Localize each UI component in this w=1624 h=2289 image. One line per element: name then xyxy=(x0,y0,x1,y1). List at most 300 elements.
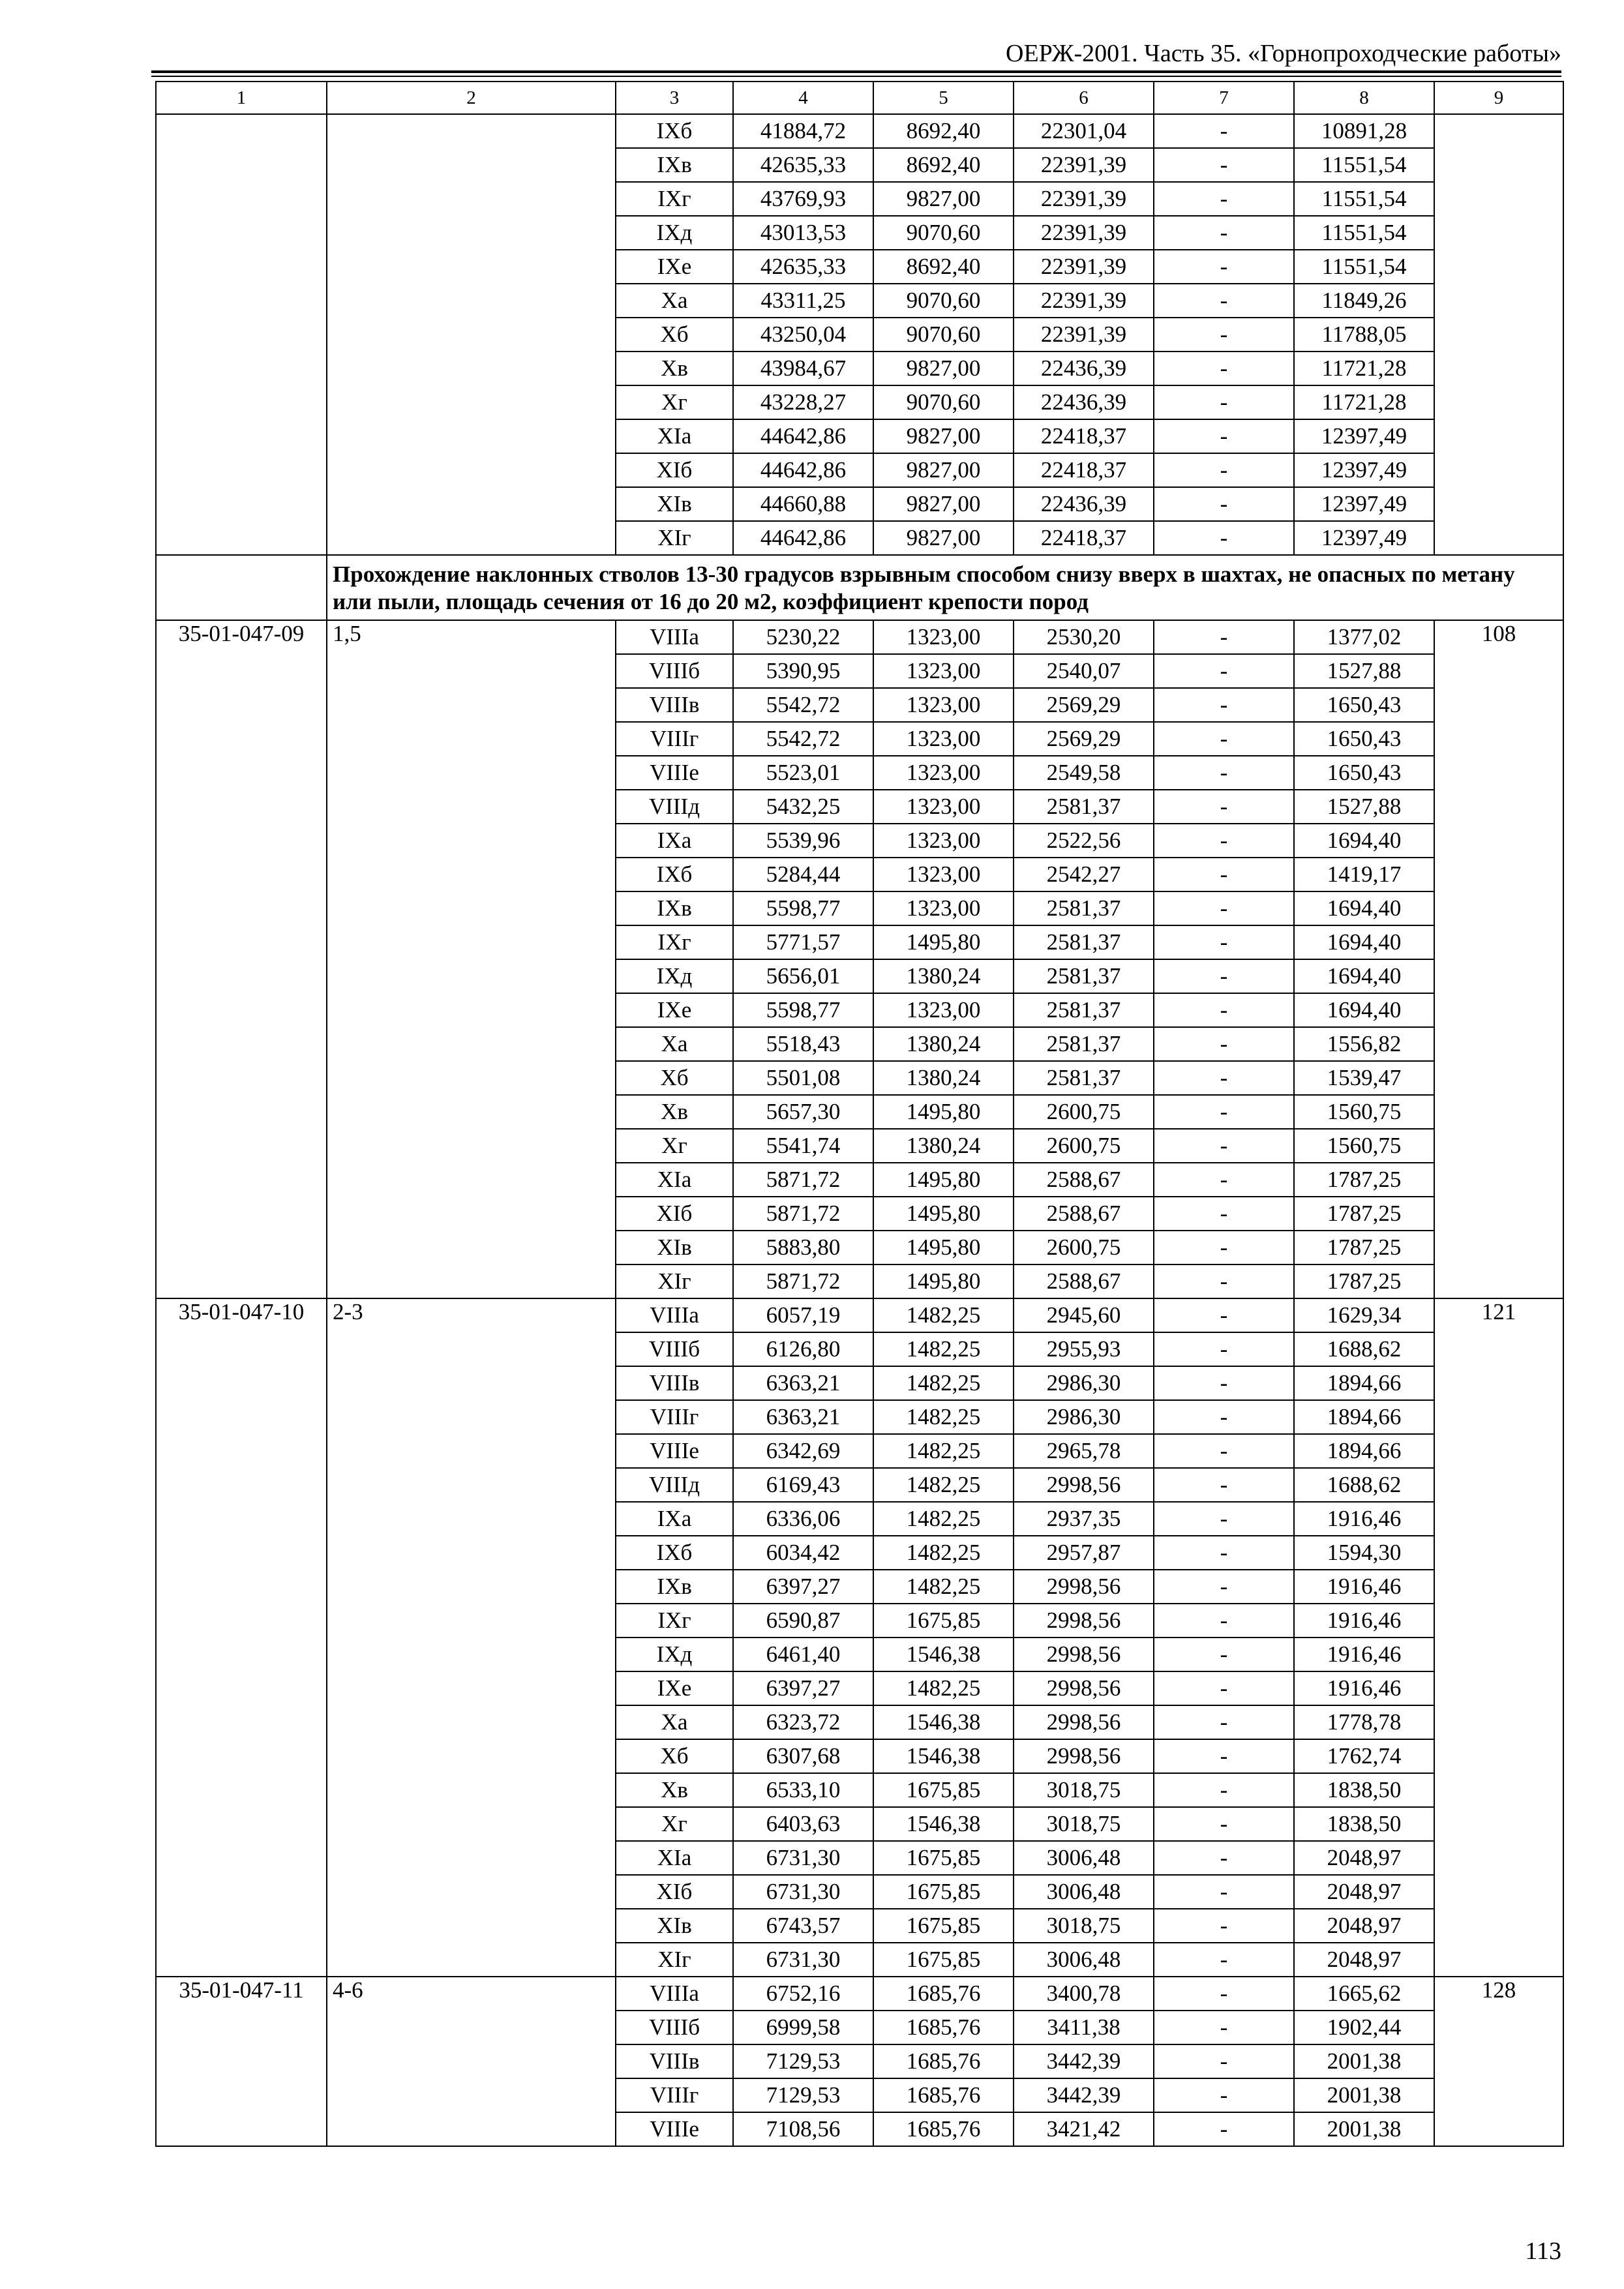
value-col4-cell: 44642,86 xyxy=(733,419,873,453)
parameter-cell: 4-6 xyxy=(327,1977,616,2146)
value-col7-cell: - xyxy=(1154,1977,1294,2011)
value-col7-cell: - xyxy=(1154,824,1294,858)
value-col8-cell: 1694,40 xyxy=(1294,993,1434,1027)
value-col6-cell: 22418,37 xyxy=(1014,419,1154,453)
value-col4-cell: 6307,68 xyxy=(733,1739,873,1773)
rock-category-cell: Xб xyxy=(616,318,733,352)
value-col7-cell: - xyxy=(1154,1129,1294,1163)
value-col6-cell: 22418,37 xyxy=(1014,521,1154,555)
value-col4-cell: 5871,72 xyxy=(733,1264,873,1298)
value-col5-cell: 1482,25 xyxy=(873,1298,1014,1332)
value-col5-cell: 1323,00 xyxy=(873,688,1014,722)
rock-category-cell: Xб xyxy=(616,1061,733,1095)
value-col5-cell: 9827,00 xyxy=(873,487,1014,521)
table-row xyxy=(156,1977,1563,2011)
value-col4-cell: 6731,30 xyxy=(733,1943,873,1977)
value-col5-cell: 1323,00 xyxy=(873,790,1014,824)
value-col8-cell: 2001,38 xyxy=(1294,2044,1434,2078)
value-col4-cell: 43228,27 xyxy=(733,385,873,419)
rate-code-cell: 35-01-047-11 xyxy=(156,1977,327,2146)
value-col8-cell: 2001,38 xyxy=(1294,2112,1434,2146)
value-col8-cell: 1650,43 xyxy=(1294,722,1434,756)
rock-category-cell: Xв xyxy=(616,352,733,385)
value-col5-cell: 9827,00 xyxy=(873,352,1014,385)
value-col8-cell: 12397,49 xyxy=(1294,419,1434,453)
value-col5-cell: 8692,40 xyxy=(873,250,1014,284)
value-col7-cell: - xyxy=(1154,1163,1294,1197)
value-col4-cell: 5518,43 xyxy=(733,1027,873,1061)
value-col6-cell: 2957,87 xyxy=(1014,1536,1154,1570)
value-col4-cell: 42635,33 xyxy=(733,148,873,182)
rate-code-cell: 35-01-047-10 xyxy=(156,1298,327,1977)
value-col5-cell: 9070,60 xyxy=(873,216,1014,250)
value-col7-cell: - xyxy=(1154,1943,1294,1977)
rock-category-cell: VIIIв xyxy=(616,2044,733,2078)
value-col5-cell: 1482,25 xyxy=(873,1570,1014,1604)
rock-category-cell: XIг xyxy=(616,1264,733,1298)
table-row xyxy=(156,1298,1563,1332)
value-col8-cell: 11721,28 xyxy=(1294,352,1434,385)
rates-table xyxy=(155,81,1564,2147)
value-col7-cell: - xyxy=(1154,250,1294,284)
value-col6-cell: 2581,37 xyxy=(1014,993,1154,1027)
value-col4-cell: 6336,06 xyxy=(733,1502,873,1536)
value-col8-cell: 1694,40 xyxy=(1294,925,1434,959)
value-col5-cell: 1685,76 xyxy=(873,2044,1014,2078)
value-col5-cell: 1380,24 xyxy=(873,1129,1014,1163)
value-col5-cell: 1495,80 xyxy=(873,1163,1014,1197)
value-col7-cell: - xyxy=(1154,1366,1294,1400)
value-col8-cell: 1894,66 xyxy=(1294,1400,1434,1434)
value-col4-cell: 6397,27 xyxy=(733,1570,873,1604)
value-col8-cell: 1560,75 xyxy=(1294,1129,1434,1163)
value-col8-cell: 1594,30 xyxy=(1294,1536,1434,1570)
value-col6-cell: 2588,67 xyxy=(1014,1197,1154,1231)
value-col6-cell: 2581,37 xyxy=(1014,891,1154,925)
value-col5-cell: 1675,85 xyxy=(873,1841,1014,1875)
header-rule-thin xyxy=(151,76,1561,77)
value-col5-cell: 1482,25 xyxy=(873,1400,1014,1434)
column9-cell: 128 xyxy=(1434,1977,1563,2146)
value-col7-cell: - xyxy=(1154,284,1294,318)
value-col8-cell: 2048,97 xyxy=(1294,1909,1434,1943)
rock-category-cell: Xб xyxy=(616,1739,733,1773)
value-col8-cell: 1787,25 xyxy=(1294,1264,1434,1298)
value-col6-cell: 3006,48 xyxy=(1014,1841,1154,1875)
rock-category-cell: IXе xyxy=(616,993,733,1027)
value-col4-cell: 5771,57 xyxy=(733,925,873,959)
value-col7-cell: - xyxy=(1154,891,1294,925)
rock-category-cell: IXб xyxy=(616,858,733,891)
value-col8-cell: 1665,62 xyxy=(1294,1977,1434,2011)
value-col4-cell: 6403,63 xyxy=(733,1807,873,1841)
value-col8-cell: 1787,25 xyxy=(1294,1231,1434,1264)
value-col5-cell: 1482,25 xyxy=(873,1536,1014,1570)
value-col8-cell: 1916,46 xyxy=(1294,1671,1434,1705)
value-col8-cell: 1916,46 xyxy=(1294,1570,1434,1604)
rock-category-cell: Xа xyxy=(616,1027,733,1061)
value-col6-cell: 2945,60 xyxy=(1014,1298,1154,1332)
value-col4-cell: 6461,40 xyxy=(733,1638,873,1671)
rock-category-cell: XIа xyxy=(616,1163,733,1197)
value-col5-cell: 1685,76 xyxy=(873,2011,1014,2044)
rock-category-cell: VIIIв xyxy=(616,688,733,722)
value-col7-cell: - xyxy=(1154,1604,1294,1638)
value-col6-cell: 22391,39 xyxy=(1014,318,1154,352)
value-col6-cell: 2998,56 xyxy=(1014,1671,1154,1705)
value-col4-cell: 5284,44 xyxy=(733,858,873,891)
value-col5-cell: 1675,85 xyxy=(873,1604,1014,1638)
value-col8-cell: 11551,54 xyxy=(1294,148,1434,182)
value-col4-cell: 6323,72 xyxy=(733,1705,873,1739)
value-col5-cell: 1495,80 xyxy=(873,1231,1014,1264)
table-row xyxy=(156,620,1563,654)
value-col4-cell: 7129,53 xyxy=(733,2044,873,2078)
value-col4-cell: 6590,87 xyxy=(733,1604,873,1638)
value-col7-cell: - xyxy=(1154,790,1294,824)
value-col7-cell: - xyxy=(1154,1875,1294,1909)
rate-code-cell xyxy=(156,114,327,555)
rock-category-cell: VIIIг xyxy=(616,2078,733,2112)
rock-category-cell: XIв xyxy=(616,1231,733,1264)
value-col4-cell: 41884,72 xyxy=(733,114,873,148)
rock-category-cell: XIа xyxy=(616,419,733,453)
value-col4-cell: 5871,72 xyxy=(733,1163,873,1197)
value-col8-cell: 1787,25 xyxy=(1294,1163,1434,1197)
value-col6-cell: 2998,56 xyxy=(1014,1604,1154,1638)
value-col8-cell: 2001,38 xyxy=(1294,2078,1434,2112)
value-col5-cell: 1675,85 xyxy=(873,1773,1014,1807)
rock-category-cell: VIIIа xyxy=(616,620,733,654)
value-col5-cell: 1323,00 xyxy=(873,993,1014,1027)
rock-category-cell: XIв xyxy=(616,1909,733,1943)
value-col6-cell: 22391,39 xyxy=(1014,284,1154,318)
value-col5-cell: 9827,00 xyxy=(873,521,1014,555)
rock-category-cell: IXг xyxy=(616,925,733,959)
column-number: 9 xyxy=(1434,82,1563,114)
value-col8-cell: 1694,40 xyxy=(1294,824,1434,858)
value-col6-cell: 2588,67 xyxy=(1014,1163,1154,1197)
value-col6-cell: 2986,30 xyxy=(1014,1366,1154,1400)
column9-cell xyxy=(1434,114,1563,555)
page-number: 113 xyxy=(1525,2237,1561,2265)
value-col6-cell: 2986,30 xyxy=(1014,1400,1154,1434)
rock-category-cell: XIв xyxy=(616,487,733,521)
rock-category-cell: VIIIв xyxy=(616,1366,733,1400)
value-col8-cell: 1629,34 xyxy=(1294,1298,1434,1332)
value-col5-cell: 1685,76 xyxy=(873,2112,1014,2146)
table-row xyxy=(156,114,1563,148)
value-col5-cell: 1323,00 xyxy=(873,654,1014,688)
value-col6-cell: 2600,75 xyxy=(1014,1095,1154,1129)
rock-category-cell: IXг xyxy=(616,1604,733,1638)
value-col7-cell: - xyxy=(1154,1231,1294,1264)
value-col6-cell: 22391,39 xyxy=(1014,250,1154,284)
value-col8-cell: 1787,25 xyxy=(1294,1197,1434,1231)
value-col8-cell: 1377,02 xyxy=(1294,620,1434,654)
value-col5-cell: 1323,00 xyxy=(873,756,1014,790)
rock-category-cell: Xа xyxy=(616,284,733,318)
value-col8-cell: 11551,54 xyxy=(1294,216,1434,250)
value-col4-cell: 5871,72 xyxy=(733,1197,873,1231)
value-col4-cell: 6533,10 xyxy=(733,1773,873,1807)
value-col5-cell: 1685,76 xyxy=(873,2078,1014,2112)
value-col5-cell: 1380,24 xyxy=(873,959,1014,993)
value-col7-cell: - xyxy=(1154,2011,1294,2044)
value-col6-cell: 2540,07 xyxy=(1014,654,1154,688)
value-col4-cell: 44642,86 xyxy=(733,521,873,555)
value-col6-cell: 3018,75 xyxy=(1014,1807,1154,1841)
value-col4-cell: 6342,69 xyxy=(733,1434,873,1468)
value-col4-cell: 5432,25 xyxy=(733,790,873,824)
value-col8-cell: 11721,28 xyxy=(1294,385,1434,419)
value-col7-cell: - xyxy=(1154,1807,1294,1841)
value-col4-cell: 5542,72 xyxy=(733,722,873,756)
value-col7-cell: - xyxy=(1154,216,1294,250)
value-col8-cell: 1762,74 xyxy=(1294,1739,1434,1773)
value-col4-cell: 43769,93 xyxy=(733,182,873,216)
value-col7-cell: - xyxy=(1154,858,1294,891)
value-col5-cell: 1546,38 xyxy=(873,1705,1014,1739)
value-col7-cell: - xyxy=(1154,1434,1294,1468)
value-col7-cell: - xyxy=(1154,1400,1294,1434)
rock-category-cell: IXб xyxy=(616,114,733,148)
page-header: ОЕРЖ-2001. Часть 35. «Горнопроходческие работы» xyxy=(1006,40,1561,67)
value-col8-cell: 1688,62 xyxy=(1294,1332,1434,1366)
rock-category-cell: IXв xyxy=(616,1570,733,1604)
value-col7-cell: - xyxy=(1154,1841,1294,1875)
rock-category-cell: XIг xyxy=(616,1943,733,1977)
value-col6-cell: 2998,56 xyxy=(1014,1739,1154,1773)
rock-category-cell: Xг xyxy=(616,1129,733,1163)
value-col4-cell: 6731,30 xyxy=(733,1841,873,1875)
rock-category-cell: IXб xyxy=(616,1536,733,1570)
value-col4-cell: 5539,96 xyxy=(733,824,873,858)
rock-category-cell: IXе xyxy=(616,1671,733,1705)
column-number: 2 xyxy=(327,82,616,114)
value-col7-cell: - xyxy=(1154,1332,1294,1366)
value-col8-cell: 11551,54 xyxy=(1294,250,1434,284)
value-col6-cell: 2600,75 xyxy=(1014,1129,1154,1163)
value-col4-cell: 5523,01 xyxy=(733,756,873,790)
value-col4-cell: 44660,88 xyxy=(733,487,873,521)
rock-category-cell: VIIIд xyxy=(616,790,733,824)
value-col6-cell: 3006,48 xyxy=(1014,1875,1154,1909)
value-col7-cell: - xyxy=(1154,318,1294,352)
value-col4-cell: 43013,53 xyxy=(733,216,873,250)
value-col7-cell: - xyxy=(1154,722,1294,756)
value-col4-cell: 6999,58 xyxy=(733,2011,873,2044)
value-col5-cell: 1482,25 xyxy=(873,1366,1014,1400)
value-col7-cell: - xyxy=(1154,1027,1294,1061)
value-col6-cell: 2530,20 xyxy=(1014,620,1154,654)
column9-cell: 108 xyxy=(1434,620,1563,1298)
value-col8-cell: 1916,46 xyxy=(1294,1638,1434,1671)
value-col6-cell: 22436,39 xyxy=(1014,487,1154,521)
rock-category-cell: Xа xyxy=(616,1705,733,1739)
value-col6-cell: 2600,75 xyxy=(1014,1231,1154,1264)
value-col7-cell: - xyxy=(1154,756,1294,790)
value-col6-cell: 2581,37 xyxy=(1014,1061,1154,1095)
value-col5-cell: 1546,38 xyxy=(873,1638,1014,1671)
value-col6-cell: 22301,04 xyxy=(1014,114,1154,148)
value-col5-cell: 1380,24 xyxy=(873,1027,1014,1061)
column9-cell: 121 xyxy=(1434,1298,1563,1977)
value-col7-cell: - xyxy=(1154,959,1294,993)
value-col8-cell: 1527,88 xyxy=(1294,790,1434,824)
value-col5-cell: 1495,80 xyxy=(873,1197,1014,1231)
rock-category-cell: Xг xyxy=(616,385,733,419)
rock-category-cell: IXг xyxy=(616,182,733,216)
value-col4-cell: 6057,19 xyxy=(733,1298,873,1332)
value-col6-cell: 2998,56 xyxy=(1014,1570,1154,1604)
header-rule-thick xyxy=(151,70,1561,73)
value-col7-cell: - xyxy=(1154,1671,1294,1705)
value-col5-cell: 1675,85 xyxy=(873,1909,1014,1943)
value-col8-cell: 2048,97 xyxy=(1294,1943,1434,1977)
rock-category-cell: VIIIг xyxy=(616,722,733,756)
value-col4-cell: 43984,67 xyxy=(733,352,873,385)
value-col5-cell: 1323,00 xyxy=(873,722,1014,756)
parameter-cell: 1,5 xyxy=(327,620,616,1298)
value-col6-cell: 3411,38 xyxy=(1014,2011,1154,2044)
value-col7-cell: - xyxy=(1154,1909,1294,1943)
value-col6-cell: 2998,56 xyxy=(1014,1468,1154,1502)
value-col5-cell: 1482,25 xyxy=(873,1434,1014,1468)
value-col4-cell: 6731,30 xyxy=(733,1875,873,1909)
value-col6-cell: 22391,39 xyxy=(1014,182,1154,216)
value-col5-cell: 1380,24 xyxy=(873,1061,1014,1095)
value-col7-cell: - xyxy=(1154,114,1294,148)
value-col8-cell: 1838,50 xyxy=(1294,1807,1434,1841)
value-col7-cell: - xyxy=(1154,925,1294,959)
value-col4-cell: 6397,27 xyxy=(733,1671,873,1705)
rock-category-cell: VIIIб xyxy=(616,654,733,688)
value-col6-cell: 2549,58 xyxy=(1014,756,1154,790)
value-col8-cell: 1527,88 xyxy=(1294,654,1434,688)
value-col6-cell: 3400,78 xyxy=(1014,1977,1154,2011)
value-col6-cell: 2581,37 xyxy=(1014,959,1154,993)
column-number-row xyxy=(156,82,1563,114)
value-col6-cell: 2581,37 xyxy=(1014,790,1154,824)
column-number: 4 xyxy=(733,82,873,114)
value-col5-cell: 9827,00 xyxy=(873,453,1014,487)
value-col4-cell: 6126,80 xyxy=(733,1332,873,1366)
value-col7-cell: - xyxy=(1154,1773,1294,1807)
value-col5-cell: 9827,00 xyxy=(873,182,1014,216)
value-col6-cell: 2588,67 xyxy=(1014,1264,1154,1298)
rock-category-cell: IXв xyxy=(616,148,733,182)
value-col7-cell: - xyxy=(1154,1536,1294,1570)
value-col4-cell: 5541,74 xyxy=(733,1129,873,1163)
value-col4-cell: 7129,53 xyxy=(733,2078,873,2112)
value-col6-cell: 2581,37 xyxy=(1014,1027,1154,1061)
value-col8-cell: 12397,49 xyxy=(1294,521,1434,555)
value-col6-cell: 3442,39 xyxy=(1014,2044,1154,2078)
rock-category-cell: IXе xyxy=(616,250,733,284)
value-col6-cell: 3018,75 xyxy=(1014,1909,1154,1943)
value-col8-cell: 11788,05 xyxy=(1294,318,1434,352)
column-number: 7 xyxy=(1154,82,1294,114)
value-col4-cell: 43311,25 xyxy=(733,284,873,318)
value-col6-cell: 2569,29 xyxy=(1014,722,1154,756)
value-col6-cell: 22418,37 xyxy=(1014,453,1154,487)
value-col4-cell: 42635,33 xyxy=(733,250,873,284)
value-col8-cell: 1539,47 xyxy=(1294,1061,1434,1095)
value-col5-cell: 1675,85 xyxy=(873,1875,1014,1909)
value-col5-cell: 1323,00 xyxy=(873,620,1014,654)
value-col4-cell: 6169,43 xyxy=(733,1468,873,1502)
value-col4-cell: 6363,21 xyxy=(733,1400,873,1434)
value-col8-cell: 11551,54 xyxy=(1294,182,1434,216)
value-col6-cell: 3421,42 xyxy=(1014,2112,1154,2146)
value-col5-cell: 1323,00 xyxy=(873,858,1014,891)
value-col6-cell: 2522,56 xyxy=(1014,824,1154,858)
value-col8-cell: 2048,97 xyxy=(1294,1875,1434,1909)
value-col5-cell: 1495,80 xyxy=(873,925,1014,959)
value-col6-cell: 2998,56 xyxy=(1014,1638,1154,1671)
value-col4-cell: 43250,04 xyxy=(733,318,873,352)
column-number: 8 xyxy=(1294,82,1434,114)
value-col7-cell: - xyxy=(1154,654,1294,688)
rock-category-cell: IXд xyxy=(616,1638,733,1671)
value-col5-cell: 1482,25 xyxy=(873,1671,1014,1705)
rock-category-cell: IXа xyxy=(616,824,733,858)
value-col8-cell: 1694,40 xyxy=(1294,959,1434,993)
value-col7-cell: - xyxy=(1154,385,1294,419)
column-number: 1 xyxy=(156,82,327,114)
value-col4-cell: 5598,77 xyxy=(733,891,873,925)
value-col6-cell: 3442,39 xyxy=(1014,2078,1154,2112)
rock-category-cell: VIIIб xyxy=(616,2011,733,2044)
value-col5-cell: 1482,25 xyxy=(873,1468,1014,1502)
value-col7-cell: - xyxy=(1154,1502,1294,1536)
value-col4-cell: 5230,22 xyxy=(733,620,873,654)
value-col6-cell: 22436,39 xyxy=(1014,352,1154,385)
value-col7-cell: - xyxy=(1154,1298,1294,1332)
value-col6-cell: 22391,39 xyxy=(1014,216,1154,250)
value-col8-cell: 1916,46 xyxy=(1294,1604,1434,1638)
rock-category-cell: XIб xyxy=(616,1197,733,1231)
value-col8-cell: 1650,43 xyxy=(1294,688,1434,722)
value-col7-cell: - xyxy=(1154,1705,1294,1739)
section-title-row xyxy=(156,555,1563,620)
value-col8-cell: 1838,50 xyxy=(1294,1773,1434,1807)
value-col6-cell: 2581,37 xyxy=(1014,925,1154,959)
value-col7-cell: - xyxy=(1154,182,1294,216)
value-col7-cell: - xyxy=(1154,453,1294,487)
value-col6-cell: 22391,39 xyxy=(1014,148,1154,182)
value-col6-cell: 2542,27 xyxy=(1014,858,1154,891)
value-col8-cell: 12397,49 xyxy=(1294,487,1434,521)
value-col8-cell: 1916,46 xyxy=(1294,1502,1434,1536)
value-col8-cell: 1419,17 xyxy=(1294,858,1434,891)
value-col4-cell: 5598,77 xyxy=(733,993,873,1027)
value-col8-cell: 1894,66 xyxy=(1294,1366,1434,1400)
value-col6-cell: 3018,75 xyxy=(1014,1773,1154,1807)
value-col8-cell: 1778,78 xyxy=(1294,1705,1434,1739)
value-col7-cell: - xyxy=(1154,993,1294,1027)
column-number: 3 xyxy=(616,82,733,114)
rock-category-cell: VIIIе xyxy=(616,2112,733,2146)
rock-category-cell: IXд xyxy=(616,216,733,250)
value-col4-cell: 44642,86 xyxy=(733,453,873,487)
value-col5-cell: 8692,40 xyxy=(873,148,1014,182)
value-col7-cell: - xyxy=(1154,688,1294,722)
value-col4-cell: 6743,57 xyxy=(733,1909,873,1943)
value-col7-cell: - xyxy=(1154,1095,1294,1129)
rock-category-cell: XIб xyxy=(616,1875,733,1909)
